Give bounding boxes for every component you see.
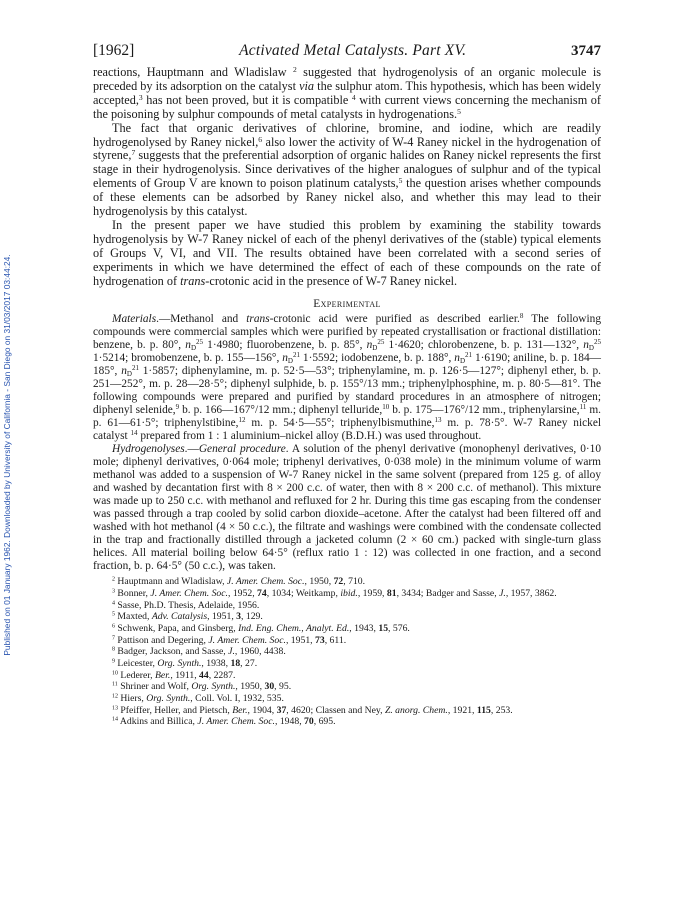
reference-item: $^{12}$ Hiers, Org. Synth., Coll. Vol. I, 1932, 535. xyxy=(112,693,284,704)
header-year: [1962] xyxy=(93,42,135,59)
paragraph-intro: reactions, Hauptmann and Wladislaw $^2$ suggested that hydrogenolysis of an organic molecule is preceded by its adsorption on the catalyst via the sulphur atom. This hypothesis, which has been widely accepted,$^3$ has not been proved, but it is compatible $^4$ with current views concerning the mechanism of the poisoning by sulphur compounds of metal catalysts in hydrogenations.$^5$ xyxy=(93,64,602,121)
reference-item: $^{13}$ Pfeiffer, Heller, and Pietsch, Ber., 1904, 37, 4620; Classen and Ney, Z. anorg. Chem., 1921, 115, 253. xyxy=(112,704,513,716)
paragraph-materials: Materials.—Methanol and trans-crotonic acid were purified as described earlier.$^8$ The following compounds were commercial samples which were purified by repeated crystallisation or fractional distillation: benzene, b. p. 80°, $n_D^{25}$ 1·4980; fluorobenzene, b. p. 85°, $n_D^{25}$ 1·4620; chlorobenzene, b. p. 131—132°, $n_D^{25}$ 1·5214; bromobenzene, b. p. 155—156°, $n_D^{21}$ 1·5592; iodobenzene, b. p. 188°, $n_D^{21}$ 1·6190; aniline, b. p. 184—185°, $n_D^{21}$ 1·5857; diphenylamine, m. p. 52·5—53°; triphenylamine, m. p. 126·5—127°; diphenyl ether, b. p. 251—252°, m. p. 28—28·5°; diphenyl sulphide, b. p. 155°/13 mm.; triphenylphosphine, m. p. 80·5—81°. The following compounds were prepared and purified by standard procedures in an atmosphere of nitrogen; diphenyl selenide,$^9$ b. p. 166—167°/12 mm.; diphenyl telluride,$^{10}$ b. p. 175—176°/12 mm., triphenylarsine,$^{11}$ m. p. 61—61·5°; triphenylstibine,$^{12}$ m. p. 54·5—55°; triphenylbismuthine,$^{13}$ m. p. 78·5°. W-7 Raney nickel catalyst $^{14}$ prepared from 1 : 1 aluminium–nickel alloy (B.D.H.) was used throughout. xyxy=(93,311,602,442)
reference-item: $^7$ Pattison and Degering, J. Amer. Chem. Soc., 1951, 73, 611. xyxy=(112,634,347,646)
download-notice: Published on 01 January 1962. Downloaded by University of California - San Diego on 31/03/2017 03:44:24. xyxy=(2,254,12,656)
reference-item: $^9$ Leicester, Org. Synth., 1938, 18, 27. xyxy=(112,658,258,670)
download-watermark xyxy=(0,60,14,850)
experimental-section xyxy=(93,313,601,574)
body-text xyxy=(93,66,601,289)
reference-item: $^4$ Sasse, Ph.D. Thesis, Adelaide, 1956. xyxy=(112,599,260,611)
paragraph-halides: The fact that organic derivatives of chlorine, bromine, and iodine, which are readily hydrogenolysed by Raney nickel,$^6$ also lower the activity of W-4 Raney nickel in the hydrogenation of styrene,$^7$ suggests that the preferential adsorption of organic halides on Raney nickel represents the first stage in their hydrogenolysis. Since derivatives of the higher analogues of sulphur and of the typical elements of Group V are known to poison platinum catalysts,$^5$ the question arises whether compounds of these elements can be adsorbed by Raney nickel also, and whether this may lead to their hydrogenolysis by this catalyst. xyxy=(93,120,601,219)
reference-item: $^{14}$ Adkins and Billica, J. Amer. Chem. Soc., 1948, 70, 695. xyxy=(112,716,336,728)
paragraph-hydrogenolyses: Hydrogenolyses.—General procedure. A solution of the phenyl derivative (monophenyl derivatives, 0·10 mole; diphenyl derivatives, 0·064 mole; triphenyl derivatives, 0·038 mole) in the minimum volume of warm methanol was added to a suspension of W-7 Raney nickel in the same solvent (prepared from 125 g. of alloy and washed by decantation first with 8 × 200 c.c. of water, then with 8 × 200 c.c. of methanol). This mixture was made up to 250 c.c. with methanol and refluxed for 2 hr. During this time gas escaping from the condenser was passed through a trap cooled by solid carbon dioxide–acetone. After the catalyst had been filtered off and washed with hot methanol (4 × 50 c.c.), the filtrate and washings were combined with the condensate collected in the trap and fractionally distilled through a jacketed column (2 × 60 cm.) packed with single-turn glass helices. All material boiling below 64·5° (reflux ratio 1 : 12) was collected in one fraction, and a second fraction, b. p. 64·5° (50 c.c.), was taken. xyxy=(93,442,601,573)
reference-list xyxy=(93,576,601,728)
reference-item: $^2$ Hauptmann and Wladislaw, J. Amer. Chem. Soc., 1950, 72, 710. xyxy=(112,576,366,588)
running-header xyxy=(93,42,601,60)
reference-item: $^{10}$ Lederer, Ber., 1911, 44, 2287. xyxy=(112,669,236,681)
header-title: Activated Metal Catalysts. Part XV. xyxy=(239,42,467,59)
paragraph-present-work: In the present paper we have studied this problem by examining the stability towards hydrogenolysis by W-7 Raney nickel of each of the phenyl derivatives of the (stable) typical elements of Groups V, VI, and VII. The results obtained have been correlated with a second series of experiments in which we have determined the effect of each of these compounds on the rate of hydrogenation of trans-crotonic acid in the presence of W-7 Raney nickel. xyxy=(93,217,601,288)
reference-item: $^3$ Bonner, J. Amer. Chem. Soc., 1952, 74, 1034; Weitkamp, ibid., 1959, 81, 3434; Badger and Sasse, J., 1957, 3862. xyxy=(112,588,557,600)
page-number: 3747 xyxy=(571,43,601,59)
reference-item: $^6$ Schwenk, Papa, and Ginsberg, Ind. Eng. Chem., Analyt. Ed., 1943, 15, 576. xyxy=(112,623,410,635)
article-page xyxy=(93,42,601,728)
reference-item: $^5$ Maxted, Adv. Catalysis, 1951, 3, 129. xyxy=(112,611,263,623)
reference-item: $^{11}$ Shriner and Wolf, Org. Synth., 1950, 30, 95. xyxy=(112,681,292,693)
section-heading-experimental: Experimental xyxy=(313,297,381,310)
reference-item: $^8$ Badger, Jackson, and Sasse, J., 1960, 4438. xyxy=(112,646,286,658)
